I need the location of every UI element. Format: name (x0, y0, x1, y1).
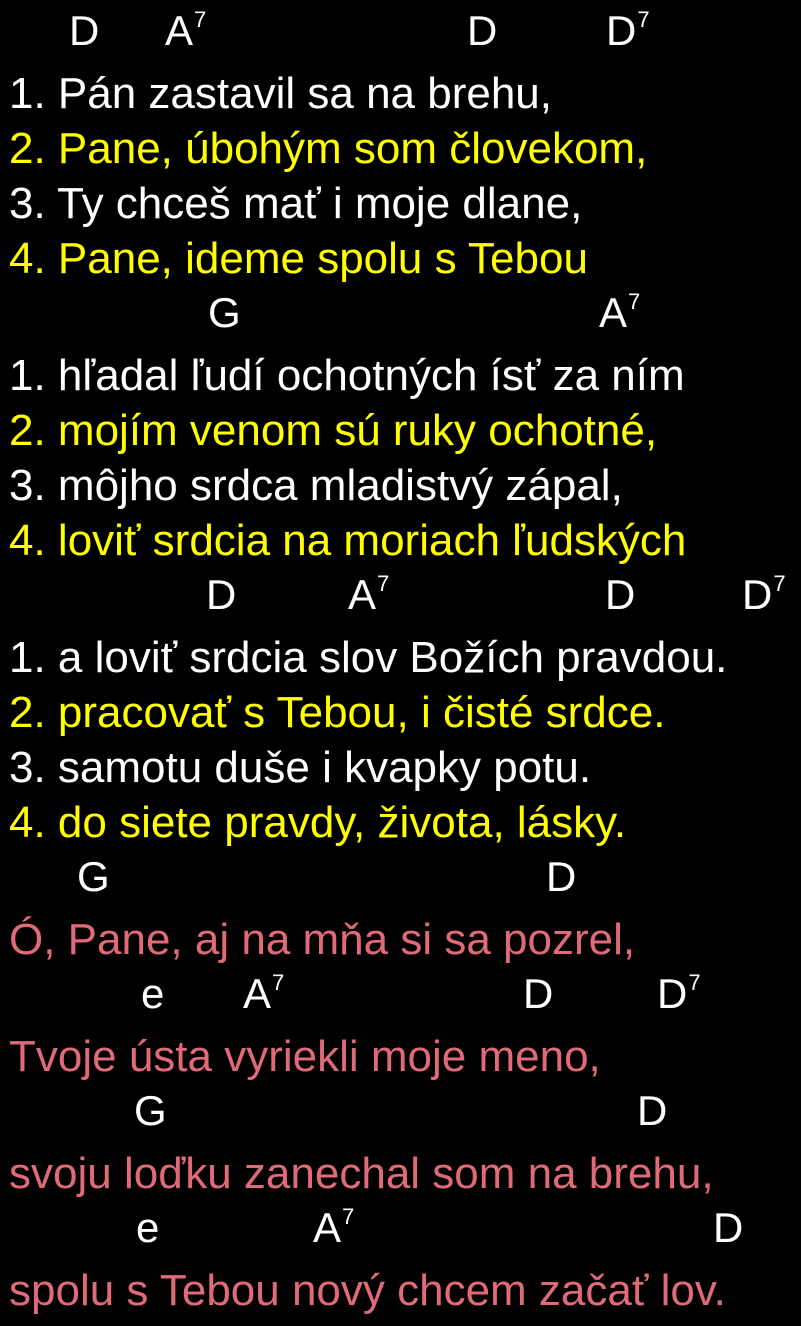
chord: e (136, 1204, 160, 1251)
chord-row-block3 (0, 571, 801, 624)
chord: $A^7$ (599, 289, 641, 336)
verse-line: 2. mojím venom sú ruky ochotné, (9, 406, 658, 455)
chord: D (637, 1087, 668, 1134)
refrain-line: Ó, Pane, aj na mňa si sa pozrel, (9, 915, 636, 964)
refrain-line: spolu s Tebou nový chcem začať lov. (9, 1266, 726, 1315)
verse-line: 3. môjho srdca mladistvý zápal, (9, 461, 623, 510)
verse-line: 3. Ty chceš mať i moje dlane, (9, 179, 583, 228)
verse-line: 1. Pán zastavil sa na brehu, (9, 69, 552, 118)
chord-row-refrain-2 (0, 970, 801, 1023)
chord-row-refrain-3 (0, 1087, 801, 1140)
chord-row-refrain-1 (0, 853, 801, 906)
chord: D (467, 7, 498, 54)
chord: G (208, 289, 241, 336)
chord: D (523, 970, 554, 1017)
verse-line: 4. loviť srdcia na moriach ľudských (9, 516, 687, 565)
chord: $D^7$ (657, 970, 701, 1017)
refrain-line: Tvoje ústa vyriekli moje meno, (9, 1032, 601, 1081)
chord: $A^7$ (243, 970, 285, 1017)
chord: D (206, 571, 237, 618)
chord: $A^7$ (348, 571, 390, 618)
chord-row-block2 (0, 289, 801, 342)
chord: $D^7$ (742, 571, 786, 618)
chord: $A^7$ (165, 7, 207, 54)
chord: D (69, 7, 100, 54)
chord: e (141, 970, 165, 1017)
chord: $A^7$ (313, 1204, 355, 1251)
chord: G (77, 853, 110, 900)
chord: D (713, 1204, 744, 1251)
verse-line: 4. Pane, ideme spolu s Tebou (9, 234, 588, 283)
verse-line: 2. pracovať s Tebou, i čisté srdce. (9, 688, 666, 737)
verse-line: 2. Pane, úbohým som človekom, (9, 124, 648, 173)
chord: D (605, 571, 636, 618)
chord: $D^7$ (606, 7, 650, 54)
verse-line: 3. samotu duše i kvapky potu. (9, 743, 592, 792)
verse-line: 1. a loviť srdcia slov Božích pravdou. (9, 633, 728, 682)
refrain-line: svoju loďku zanechal som na brehu, (9, 1149, 714, 1198)
verse-line: 4. do siete pravdy, života, lásky. (9, 798, 627, 847)
chord: D (546, 853, 577, 900)
chord-row-refrain-4 (0, 1204, 801, 1257)
verse-line: 1. hľadal ľudí ochotných ísť za ním (9, 351, 685, 400)
chord-row-block1 (0, 7, 801, 60)
chord: G (134, 1087, 167, 1134)
